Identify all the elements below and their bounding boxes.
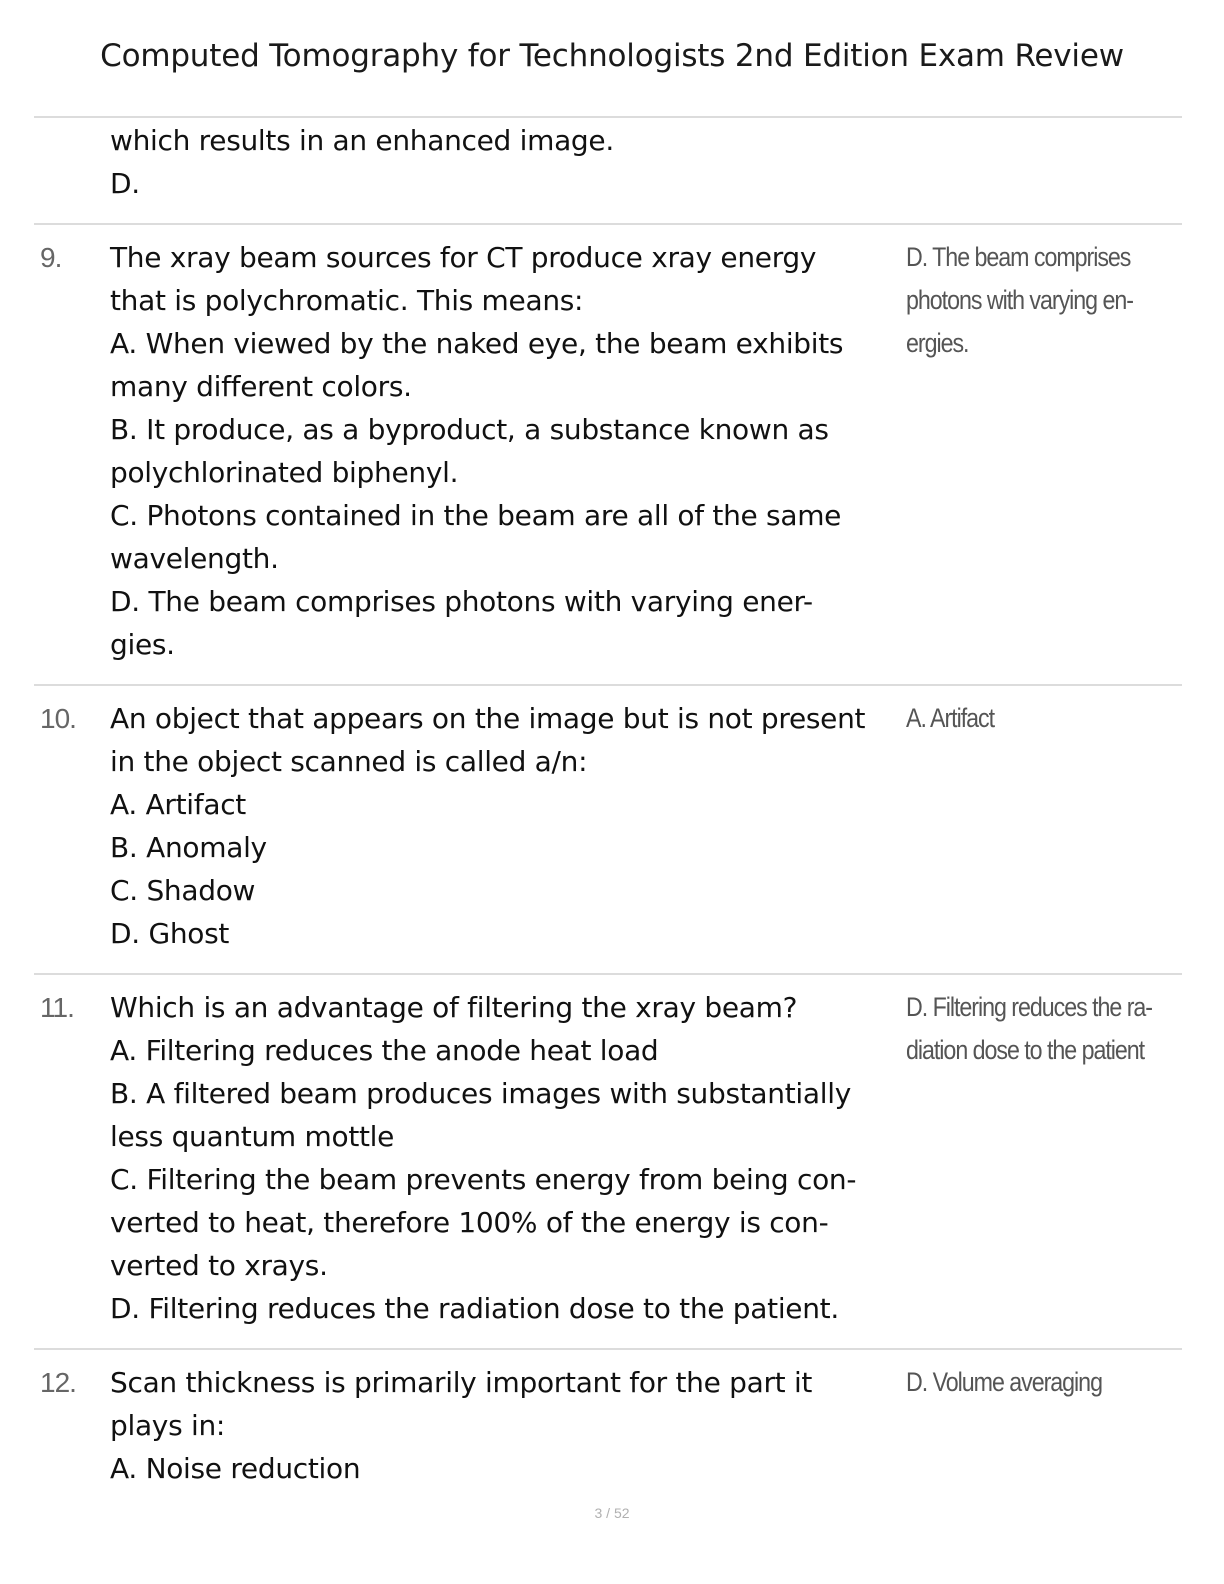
text-line: C. Filtering the beam prevents energy from being con- [110,1163,857,1196]
question-text [110,236,902,666]
answer-line: ergies. [906,328,969,358]
text-line: D. The beam comprises photons with varying ener- [110,585,813,618]
text-line: gies. [110,628,175,661]
text-line: An object that appears on the image but is not present [110,702,866,735]
answer-line: D. The beam comprises [906,242,1131,272]
text-line: wavelength. [110,542,279,575]
text-line: C. Photons contained in the beam are all of the same [110,499,842,532]
answer-line: photons with varying en- [906,285,1133,315]
divider [34,116,1182,118]
question-number: 11. [40,992,74,1023]
question-text [110,697,910,955]
text-line: many different colors. [110,370,412,403]
answer-line: D. Volume averaging [906,1367,1102,1397]
text-line: in the object scanned is called a/n: [110,745,588,778]
text-line: B. A filtered beam produces images with substantially [110,1077,851,1110]
answer-text [906,697,1138,740]
answer-line: D. Filtering reduces the ra- [906,992,1152,1022]
question-text [110,119,902,205]
page-indicator: 3 / 52 [594,1505,630,1521]
text-line: plays in: [110,1409,226,1442]
text-line: verted to xrays. [110,1249,328,1282]
divider [34,1348,1182,1350]
divider [34,973,1182,975]
text-line: B. Anomaly [110,831,267,864]
text-line: verted to heat, therefore 100% of the energy is con- [110,1206,829,1239]
question-text [110,986,902,1330]
text-line: D. Ghost [110,917,230,950]
text-line: A. Filtering reduces the anode heat load [110,1034,659,1067]
answer-text [906,236,1138,365]
page-header-title: Computed Tomography for Technologists 2nd Edition Exam Review [100,38,1124,74]
answer-line: A. Artifact [906,703,995,733]
text-line: A. Artifact [110,788,246,821]
text-line: A. Noise reduction [110,1452,361,1485]
question-text [110,1361,902,1490]
text-line: A. When viewed by the naked eye, the beam exhibits [110,327,844,360]
answer-text [906,1361,1138,1404]
text-line: The xray beam sources for CT produce xray energy [110,241,817,274]
text-line: which results in an enhanced image. [110,124,614,157]
question-number: 12. [40,1367,76,1398]
text-line: D. [110,167,140,200]
question-number: 10. [40,703,76,734]
divider [34,223,1182,225]
answer-line: diation dose to the patient [906,1035,1145,1065]
text-line: Scan thickness is primarily important for the part it [110,1366,813,1399]
text-line: less quantum mottle [110,1120,395,1153]
text-line: that is polychromatic. This means: [110,284,584,317]
answer-text [906,986,1152,1072]
text-line: D. Filtering reduces the radiation dose to the patient. [110,1292,839,1325]
question-number: 9. [40,242,62,273]
text-line: C. Shadow [110,874,256,907]
text-line: polychlorinated biphenyl. [110,456,459,489]
text-line: B. It produce, as a byproduct, a substance known as [110,413,829,446]
divider [34,684,1182,686]
text-line: Which is an advantage of filtering the xray beam? [110,991,798,1024]
